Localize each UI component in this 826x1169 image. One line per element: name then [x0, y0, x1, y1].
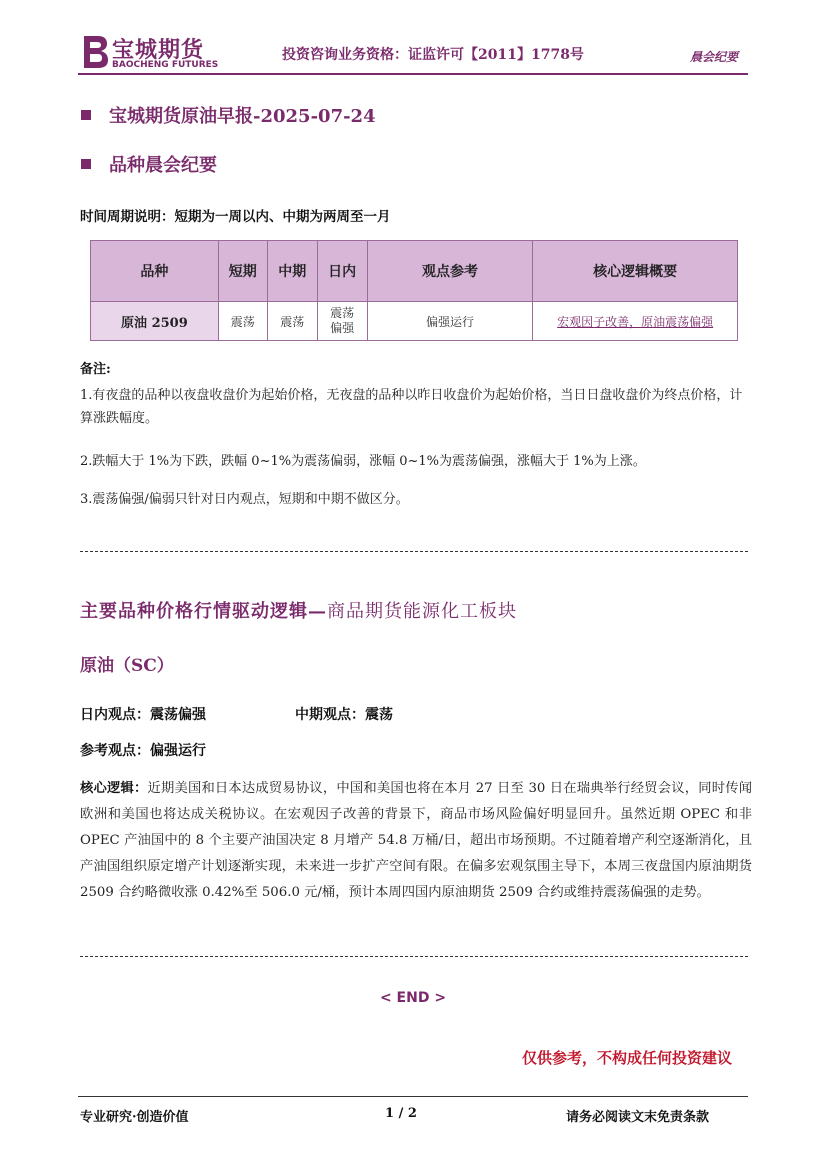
note-item-1: 1.有夜盘的品种以夜盘收盘价为起始价格，无夜盘的品种以昨日收盘价为起始价格，当日日盘收盘价为终点价格，计算涨跌幅度。: [80, 388, 743, 426]
intraday-line2: 偏强: [330, 321, 355, 335]
header-view: 观点参考: [367, 241, 533, 302]
license-info: 投资咨询业务资格：证监许可【2011】1778号: [282, 47, 584, 63]
core-logic-paragraph: [80, 776, 752, 906]
header-intraday: 日内: [317, 241, 367, 302]
company-logo-icon: [80, 34, 110, 70]
dashed-divider: [80, 956, 748, 957]
section-title: 品种晨会纪要: [81, 151, 217, 177]
core-logic-label: 核心逻辑：: [80, 781, 148, 796]
period-note: 时间周期说明：短期为一周以内、中期为两周至一月: [80, 209, 391, 225]
logo-chinese-name: 宝城期货: [112, 38, 205, 63]
footer-slogan: 专业研究·创造价值: [80, 1110, 189, 1125]
mid-term-view: 中期观点：震荡: [295, 707, 393, 723]
notes-title: 备注:: [80, 362, 111, 377]
commodity-title: 原油（SC）: [80, 656, 174, 676]
cell-intraday: [317, 302, 367, 341]
cell-variety: 原油 2509: [91, 302, 219, 341]
core-logic-text: 近期美国和日本达成贸易协议，中国和美国也将在本月 27 日至 30 日在瑞典举行经贸会议，同时传闻欧洲和美国也将达成关税协议。在宏观因子改善的背景下，商品市场风险偏好明显回升。虽然近期 OPEC 和非 OPEC 产油国中的 8 个主要产油国决定 8 月增产 54.8 万桶/日，超出市场预期。不过随着增产利空逐渐消化，且产油国组织原定增产计划逐渐实现，未来进一步扩产空间有限。在偏多宏观氛围主导下，本周三夜盘国内原油期货 2509 合约略微收涨 0.42%至 506.0 元/桶，预计本周四国内原油期货 2509 合约或维持震荡偏强的走势。: [80, 781, 753, 900]
reference-view: 参考观点：偏强运行: [80, 743, 206, 759]
cell-core-logic[interactable]: [533, 302, 738, 341]
morning-summary-table: [90, 240, 738, 341]
header-variety: 品种: [91, 241, 219, 302]
intraday-view: 日内观点：震荡偏强: [80, 707, 206, 723]
disclaimer-text: 仅供参考，不构成任何投资建议: [522, 1049, 733, 1067]
driver-section-title: 主要品种价格行情驱动逻辑—商品期货能源化工板块: [80, 601, 517, 622]
intraday-line1: 震荡: [330, 306, 355, 320]
header-mid-term: 中期: [267, 241, 317, 302]
square-bullet-icon: [81, 110, 91, 120]
cell-short-term: 震荡: [218, 302, 267, 341]
logo-english-name: BAOCHENG FUTURES: [112, 60, 219, 70]
note-item-3: 3.震荡偏强/偏弱只针对日内观点，短期和中期不做区分。: [80, 492, 409, 507]
table-row: [91, 302, 738, 341]
page-number: 1 / 2: [385, 1106, 417, 1121]
header-core-logic: 核心逻辑概要: [533, 241, 738, 302]
header-divider: [78, 73, 748, 75]
footer-disclaimer-note: 请务必阅读文末免责条款: [566, 1110, 710, 1125]
note-item-2: 2.跌幅大于 1%为下跌，跌幅 0~1%为震荡偏弱，涨幅 0~1%为震荡偏强，涨幅大于 1%为上涨。: [80, 454, 646, 469]
square-bullet-icon: [81, 159, 91, 169]
report-title: 宝城期货原油早报-2025-07-24: [81, 102, 376, 128]
cell-mid-term: 震荡: [267, 302, 317, 341]
dashed-divider: [80, 551, 748, 552]
table-header-row: [91, 241, 738, 302]
document-type: 晨会纪要: [690, 50, 739, 64]
footer-divider: [78, 1096, 748, 1097]
core-logic-link[interactable]: 宏观因子改善，原油震荡偏强: [557, 314, 714, 329]
end-marker: < END >: [379, 990, 447, 1006]
header-short-term: 短期: [218, 241, 267, 302]
cell-view: 偏强运行: [367, 302, 533, 341]
